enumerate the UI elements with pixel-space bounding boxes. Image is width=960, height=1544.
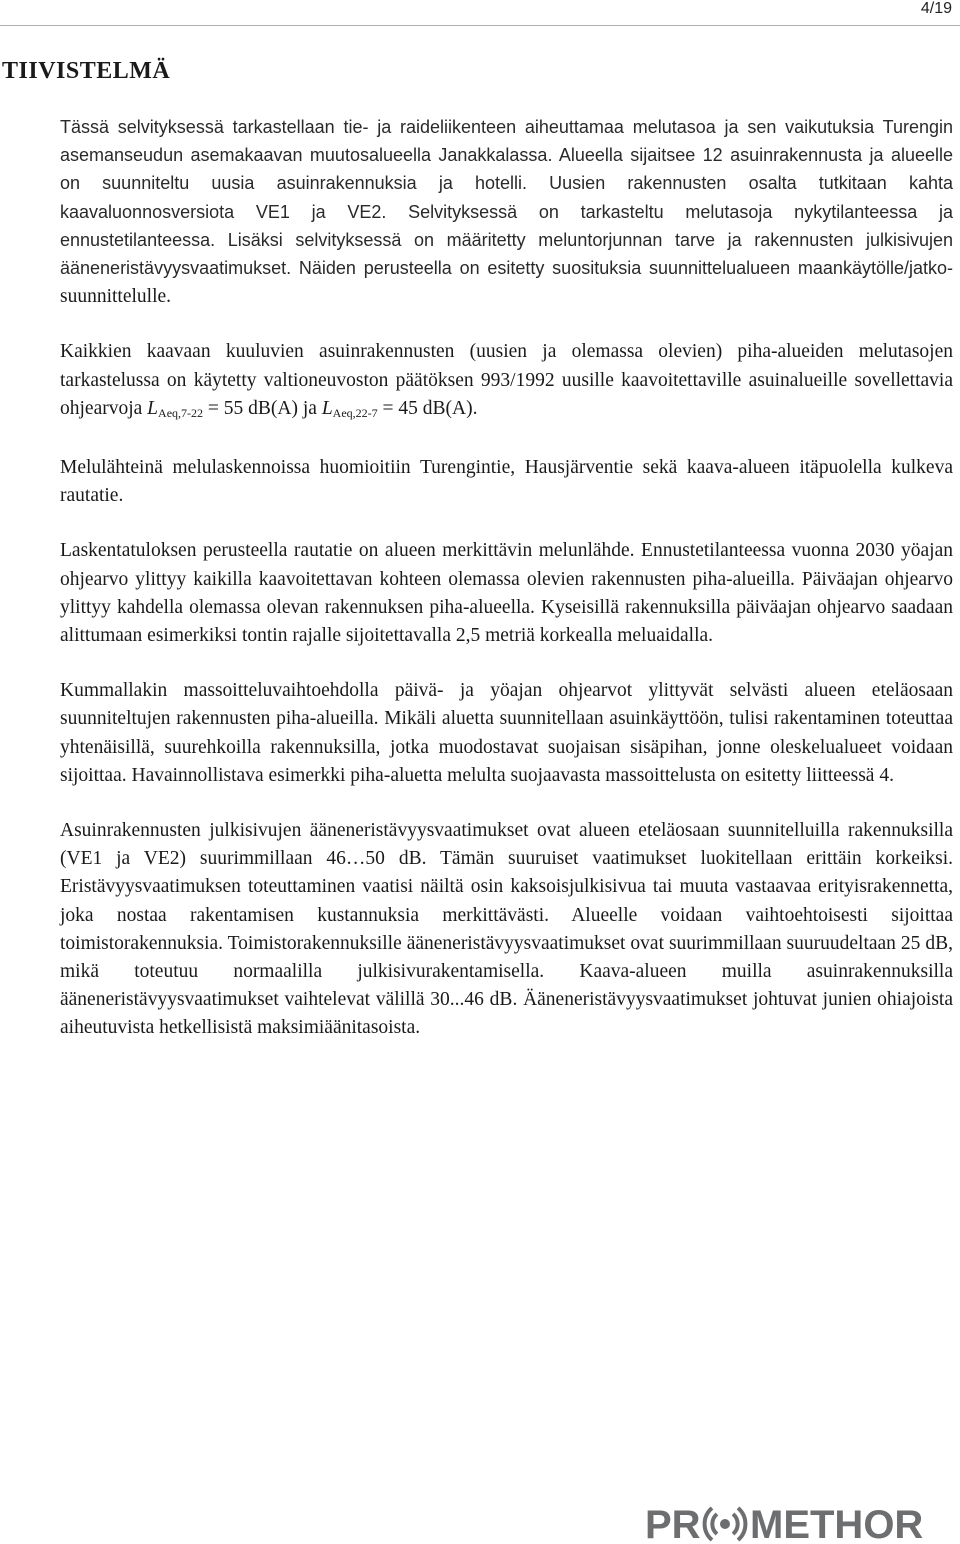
logo-text-right: METHOR (750, 1503, 924, 1544)
logo-signal-icon (705, 1508, 746, 1540)
logo-text-left: PR (645, 1503, 701, 1544)
summary-paragraph-6: Asuinrakennusten julkisivujen ääneneristävyysvaatimukset ovat alueen eteläosaan suunnitelluilla rakennuksilla (VE1 ja VE2) suurimmillaan 46…50 dB. Tämän suuruiset vaatimukset luokitellaan erittäin korkeiksi. Eristävyysvaatimuksen toteuttaminen vaatisi näiltä osin kaksoisjulkisivua tai muuta vastaavaa erityisrakennetta, joka nostaa rakentamisen kustannuksia merkittävästi. Alueelle voidaan vaihtoehtoisesti sijoittaa toimistorakennuksia. Toimistorakennuksille ääneneristävyysvaatimukset ovat suurimmillaan suuruudeltaan 25 dB, mikä toteutuu normaalilla julkisivurakentamisella. Kaava-alueen muilla asuinrakennuksilla ääneneristävyysvaatimukset vaihtelevat välillä 30...46 dB. Ääneneristävyysvaatimukset johtuvat junien ohiajoista aiheutuvista hetkellisistä maksimiäänitasoista. (60, 820, 953, 1039)
summary-paragraph-3: Melulähteinä melulaskennoissa huomioitiin Turengintie, Hausjärventie sekä kaava-alueen itäpuolella kulkeva rautatie. (60, 457, 953, 507)
summary-paragraph-5: Kummallakin massoitteluvaihtoehdolla päivä- ja yöajan ohjearvot ylittyvät selvästi alueen eteläosaan suunniteltujen rakennusten piha-alueilla. Mikäli aluetta suunnitellaan asuinkäyttöön, tulisi rakentaminen toteuttaa yhtenäisillä, suurehkoilla rakennuksilla, jotka muodostavat suojaisan sisäpihan, jonne oleskelualueet voidaan sijoittaa. Havainnollistava esimerkki piha-aluetta melulta suojaavasta massoittelusta on esitetty liitteessä 4. (60, 680, 953, 786)
summary-paragraph-1-tail: suunnittelulle. (60, 286, 172, 308)
p2-text-a: Kaikkien kaavaan kuuluvien asuinrakennusten (uusien ja olemassa olevien) piha-alueiden melutasojen tarkastelussa on käytetty valtioneuvoston päätöksen 993/1992 uusille kaavoitettaville asuinalueille sovellettavia ohjearvoja (60, 341, 953, 419)
document-body (60, 113, 953, 1070)
formula-subscript-night: Aeq,22-7 (332, 405, 378, 420)
page-number: 4/19 (920, 0, 952, 17)
summary-paragraph-1 (60, 113, 953, 311)
formula-subscript-day: Aeq,7-22 (158, 405, 204, 420)
formula-variable-night: L (321, 397, 333, 419)
p2-text-c: = 45 dB(A). (377, 397, 478, 419)
section-heading: TIIVISTELMÄ (2, 58, 171, 84)
summary-paragraph-1-text: Tässä selvityksessä tarkastellaan tie- ja raideliikenteen aiheuttamaa melutasoa ja sen vaikutuksia Turengin asemanseudun asemakaavan muutosalueella Janakkalassa. Alueella sijaitsee 12 asuinrakennusta ja alueelle on suunniteltu uusia asuinrakennuksia ja hotelli. Uusien rakennusten osalta tutkitaan kahta kaavaluonnosversiota VE1 ja VE2. Selvityksessä on tarkasteltu melutasoja nykytilanteessa ja ennustetilanteessa. Lisäksi selvityksessä on määritetty meluntorjunnan tarve ja rakennusten julkisivujen ääneneristävyysvaatimukset. Näiden perusteella on esitetty suosituksia suunnittelualueen maankäytölle/jatko- (60, 117, 953, 279)
promethor-logo (645, 1500, 955, 1544)
summary-paragraph-4: Laskentatuloksen perusteella rautatie on alueen merkittävin melunlähde. Ennustetilanteessa vuonna 2030 yöajan ohjearvo ylittyy kaikilla kaavoitettavan kohteen olemassa olevien rakennusten piha-alueilla. Päiväajan ohjearvo ylittyy kahdella olemassa olevan rakennuksen piha-alueella. Kyseisillä rakennuksilla päiväajan ohjearvo saadaan alittumaan esimerkiksi tontin rajalle sijoitettavalla 2,5 metriä korkealla meluaidalla. (60, 540, 953, 647)
header-divider (0, 25, 960, 26)
p2-text-b: = 55 dB(A) ja (203, 397, 322, 419)
summary-paragraph-2 (60, 338, 953, 427)
formula-variable-day: L (147, 397, 159, 419)
